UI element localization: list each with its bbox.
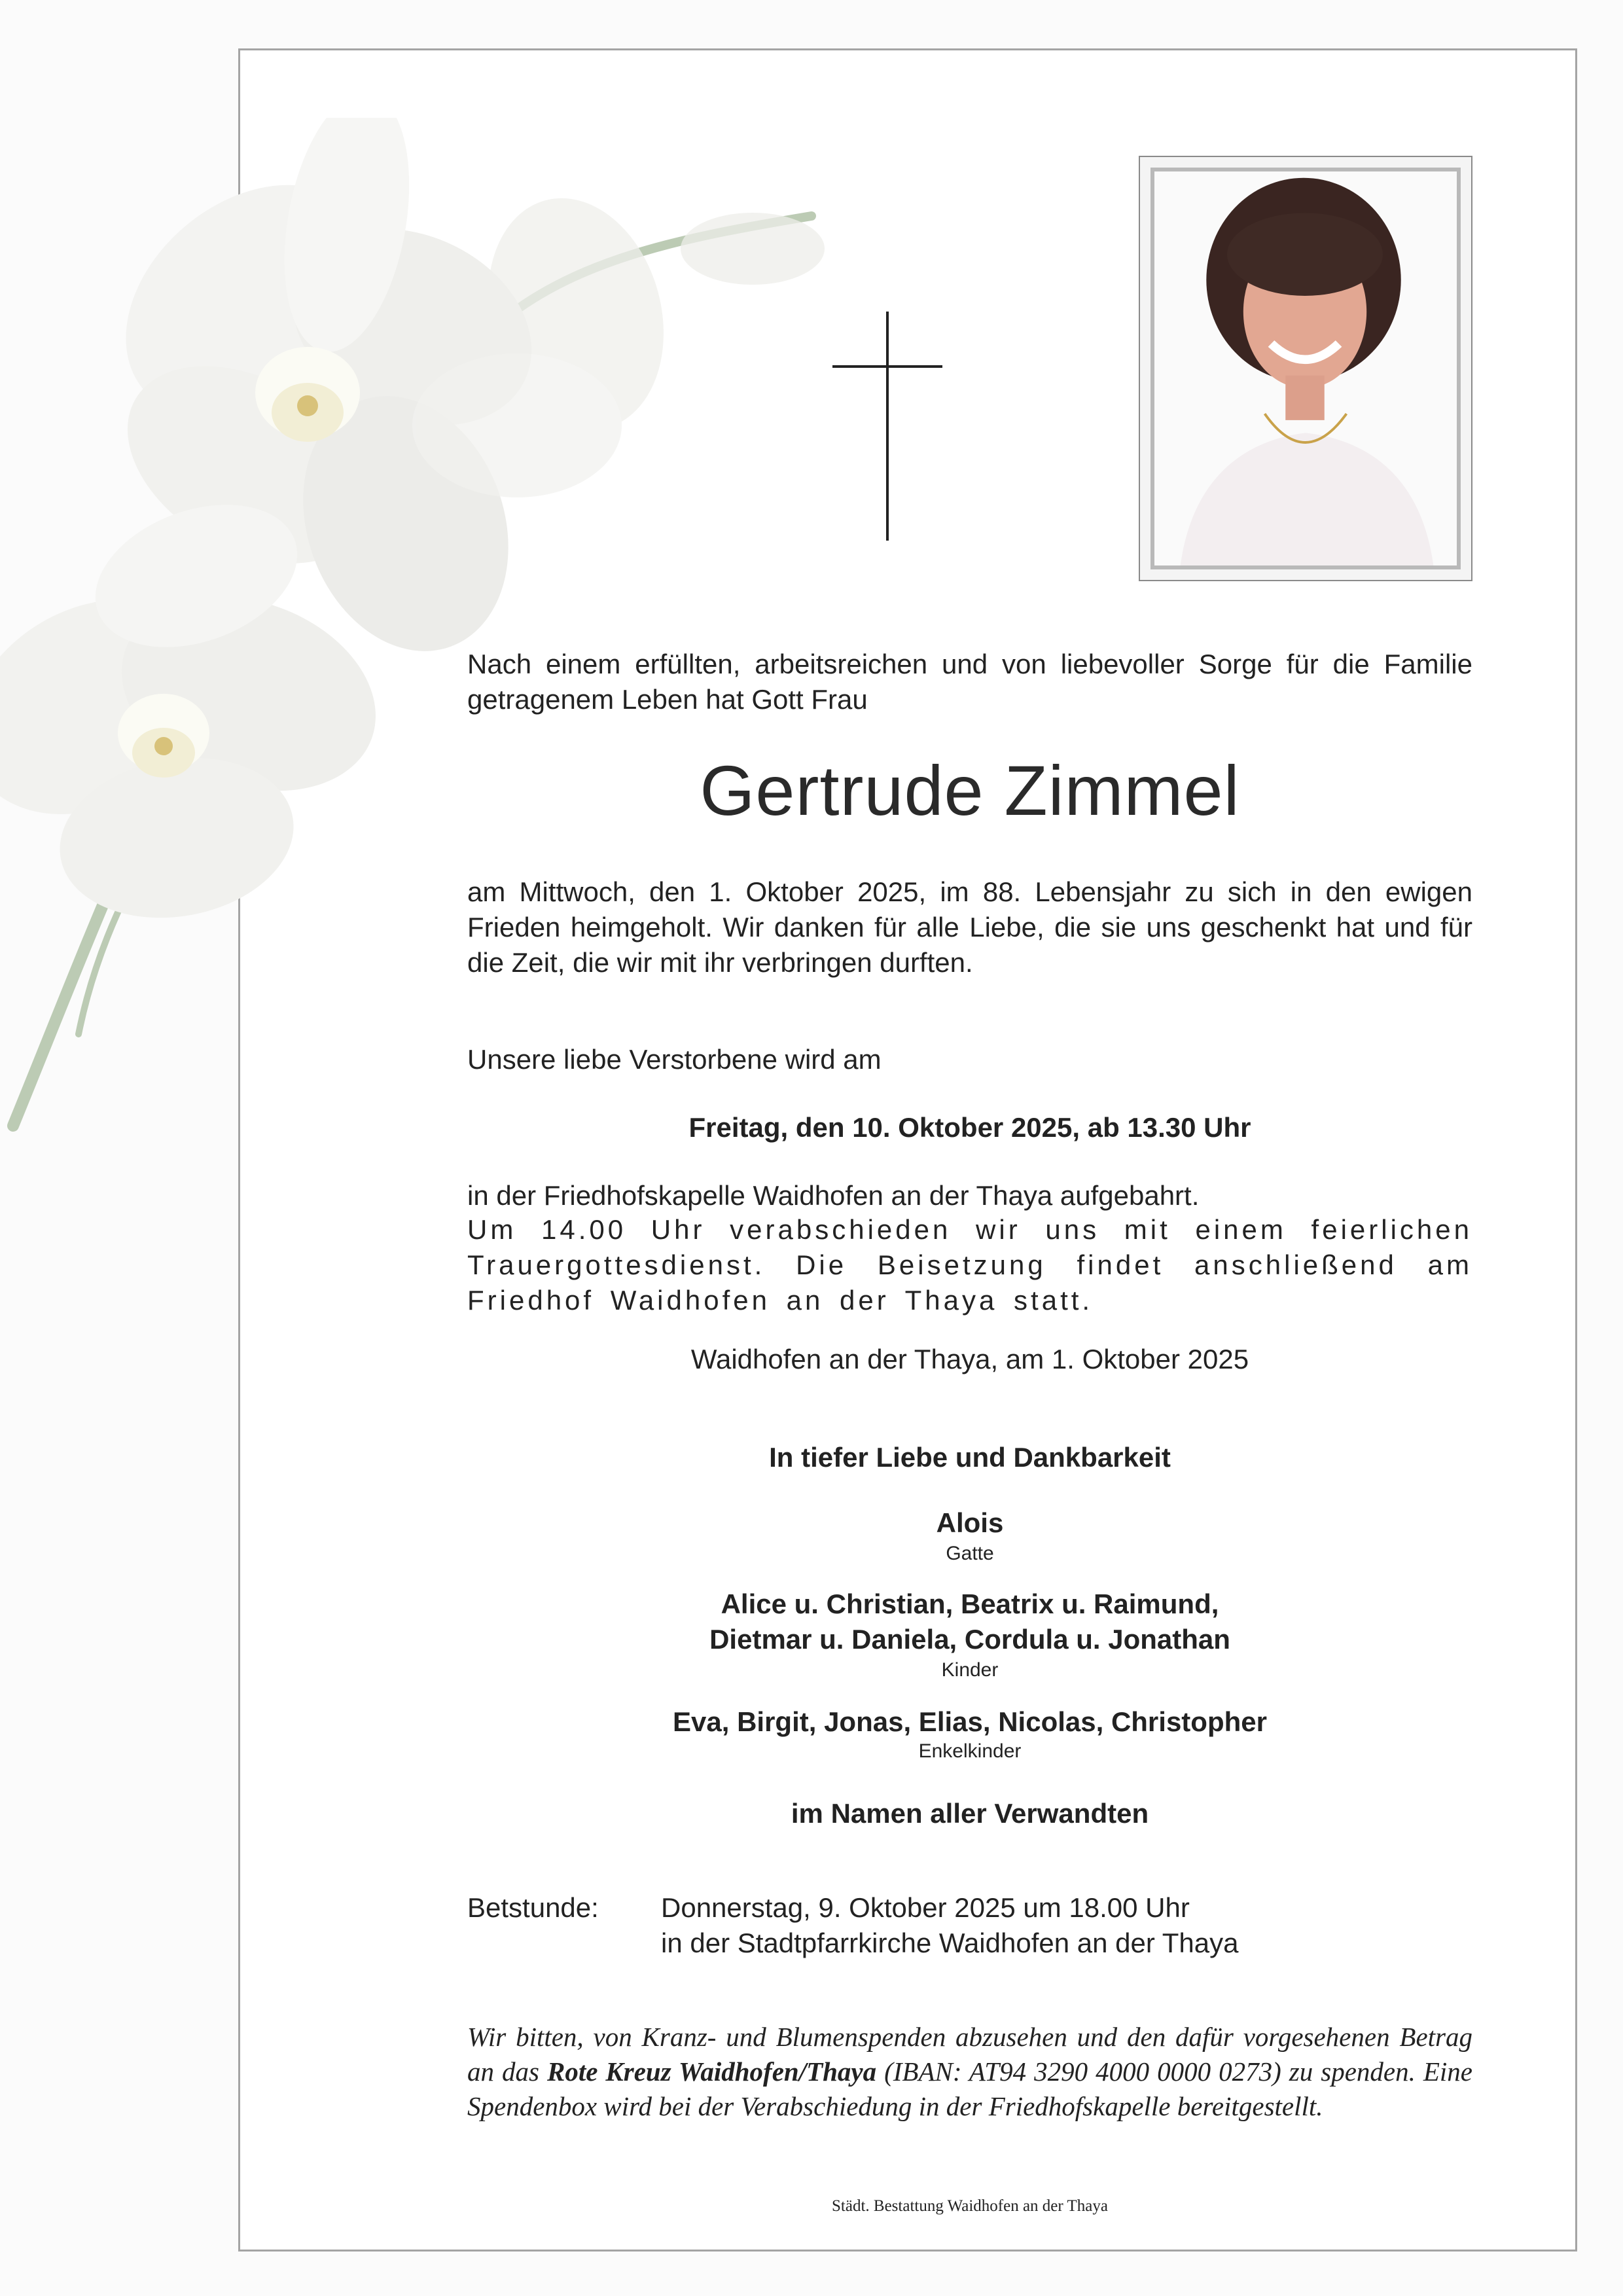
footer-undertaker: Städt. Bestattung Waidhofen an der Thaya (832, 2197, 1108, 2215)
lying-place: in der Friedhofskapelle Waidhofen an der Thaya aufgebahrt. (467, 1180, 1200, 1211)
cross-icon (829, 312, 946, 541)
farewell-text: Um 14.00 Uhr verabschieden wir uns mit einem feierlichen Trauergottesdienst. Die Beisetzung findet anschließend am Friedhof Waidhofen an der Thaya statt. (467, 1214, 1472, 1316)
donation-org: Rote Kreuz Waidhofen/Thaya (546, 2056, 877, 2087)
deceased-name: Gertrude Zimmel (700, 751, 1240, 830)
lying-date: Freitag, den 10. Oktober 2025, ab 13.30 Uhr (688, 1112, 1251, 1143)
donation-before: Wir bitten, von Kranz- und Blumenspenden abzusehen und den dafür vorgesehenen Betrag an das (467, 2022, 1472, 2087)
grandchildren-role: Enkelkinder (918, 1740, 1022, 1762)
spouse-role: Gatte (946, 1543, 994, 1564)
intro-text: Nach einem erfüllten, arbeitsreichen und von liebevoller Sorge für die Familie getragenem Leben hat Gott Frau (467, 649, 1472, 715)
mourners-heading: In tiefer Liebe und Dankbarkeit (769, 1442, 1171, 1473)
place-date: Waidhofen an der Thaya, am 1. Oktober 2025 (690, 1344, 1249, 1374)
children-line-1: Alice u. Christian, Beatrix u. Raimund, (721, 1588, 1219, 1619)
prayer-line-1: Donnerstag, 9. Oktober 2025 um 18.00 Uhr (661, 1892, 1190, 1923)
relatives-line: im Namen aller Verwandten (791, 1798, 1149, 1829)
prayer-details (661, 1890, 1472, 1961)
prayer-line-2: in der Stadtpfarrkirche Waidhofen an der Thaya (661, 1928, 1239, 1958)
death-text: am Mittwoch, den 1. Oktober 2025, im 88. Lebensjahr zu sich in den ewigen Frieden heimgeholt. Wir danken für alle Liebe, die sie uns geschenkt hat und für die Zeit, die wir mit ihr verbringen durften. (467, 876, 1472, 978)
portrait-photo (1150, 168, 1461, 569)
donation-text (467, 2020, 1472, 2124)
children-line-2: Dietmar u. Daniela, Cordula u. Jonathan (709, 1624, 1230, 1655)
lying-intro: Unsere liebe Verstorbene wird am (467, 1044, 882, 1075)
spouse-name: Alois (936, 1507, 1004, 1538)
grandchildren: Eva, Birgit, Jonas, Elias, Nicolas, Christopher (673, 1706, 1267, 1737)
children-role: Kinder (941, 1659, 999, 1681)
prayer-label: Betstunde: (467, 1892, 599, 1923)
portrait-frame (1139, 156, 1472, 581)
donation-after: (IBAN: AT94 3290 4000 0000 0273) zu spenden. Eine Spendenbox wird bei der Verabschiedung in der Friedhofskapelle bereitgestellt. (467, 2056, 1472, 2121)
